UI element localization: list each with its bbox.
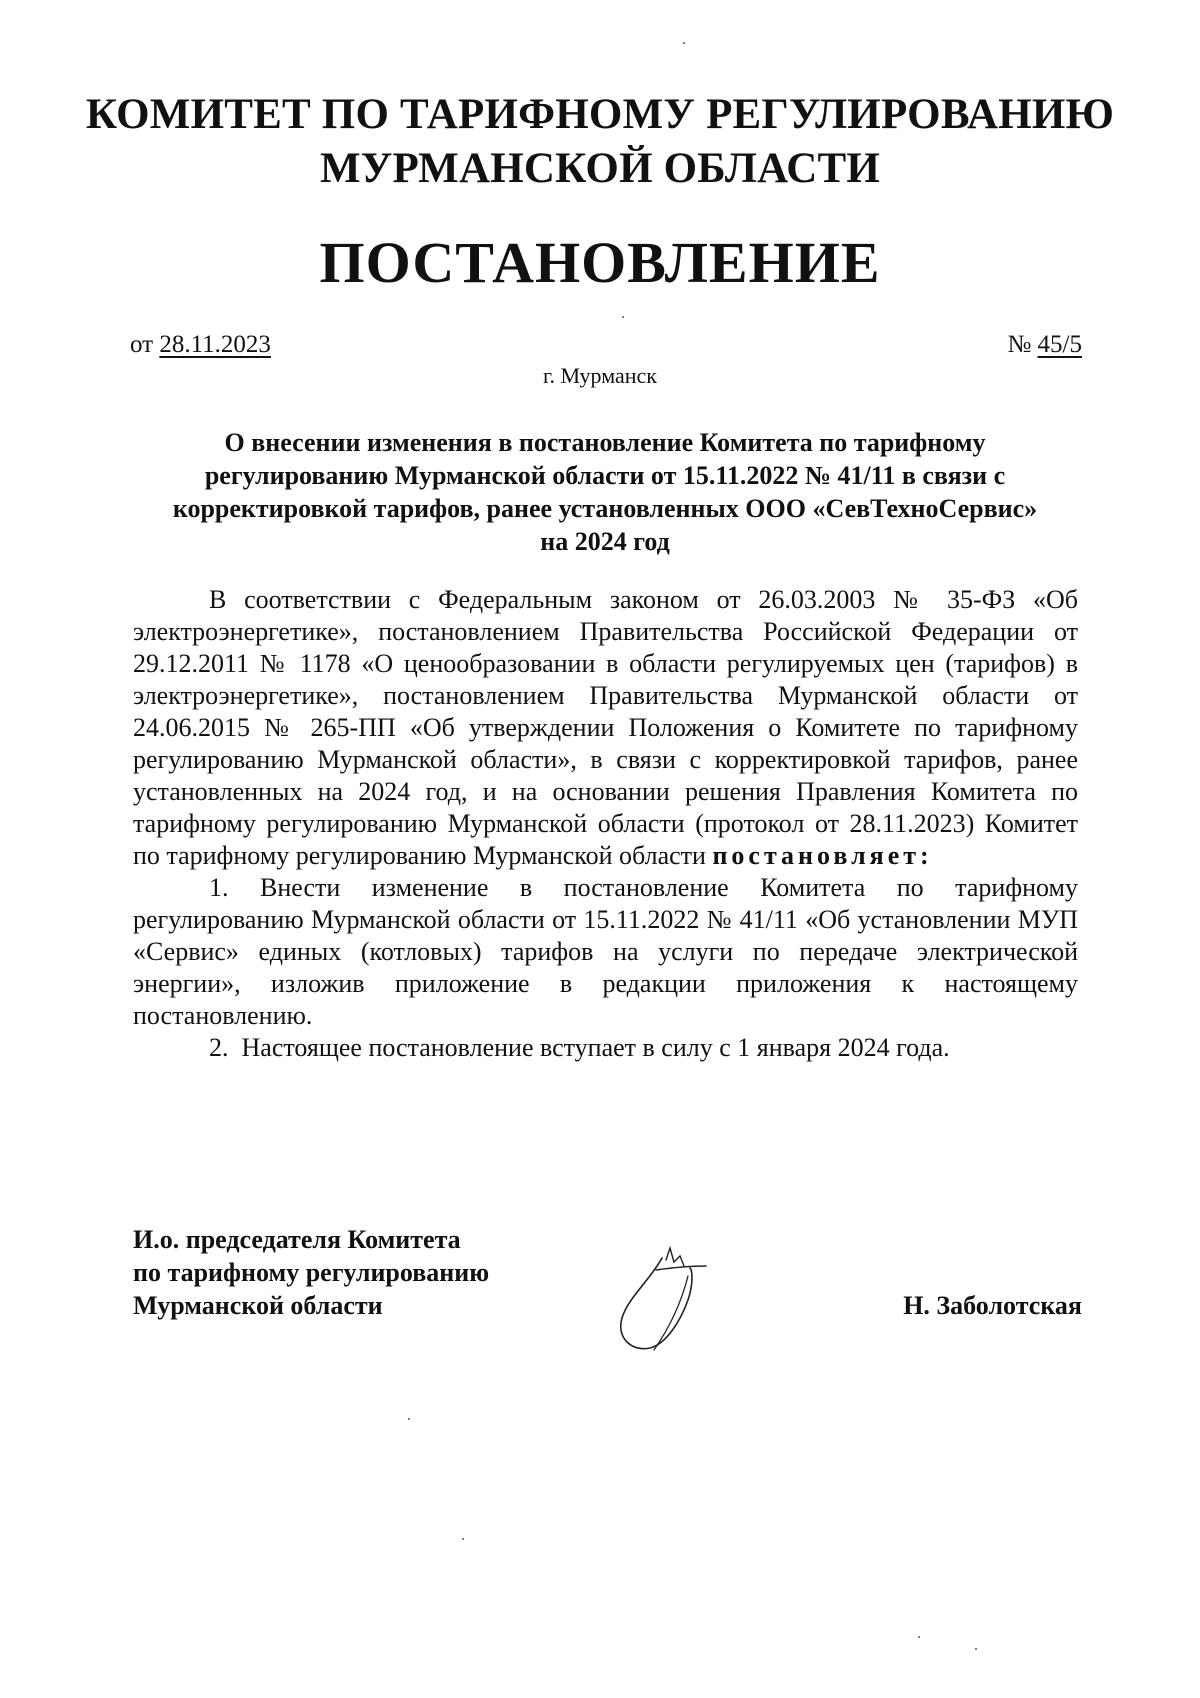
scan-speck (918, 1636, 920, 1638)
item-text: Внести изменение в постановление Комитета по тарифному регулированию Мурманской области от 15.11.2022 № 41/11 «Об установлении МУП «Сервис» единых (котловых) тарифов на услуги по передаче электрической энергии», изложив приложение в редакции приложения к настоящему постановлению. (133, 873, 1079, 1030)
document-number (1007, 330, 1082, 360)
decree-word: постановляет (712, 841, 921, 870)
document-body (133, 584, 1078, 1064)
item-number: 1. (209, 873, 229, 902)
subject-line3: корректировкой тарифов, ранее установленных ООО «СевТехноСервис» (172, 494, 1038, 523)
preamble-paragraph (133, 584, 1078, 872)
document-type: ПОСТАНОВЛЕНИЕ (319, 230, 881, 295)
signatory-title-line1: И.о. председателя Комитета (133, 1225, 461, 1254)
list-item (133, 1032, 1078, 1064)
organization-title-line1: КОМИТЕТ ПО ТАРИФНОМУ РЕГУЛИРОВАНИЮ (85, 91, 1115, 138)
item-text: Настоящее постановление вступает в силу с 1 января 2024 года. (241, 1033, 950, 1062)
date-prefix: от (130, 331, 160, 358)
scan-speck (683, 42, 685, 44)
subject-line2: регулированию Мурманской области от 15.11.2022 № 41/11 в связи с (204, 461, 1006, 490)
document-date (130, 330, 271, 360)
document-subject (130, 426, 1080, 558)
organization-title (0, 88, 1200, 196)
scan-speck (462, 1538, 464, 1540)
number-value: 45/5 (1037, 331, 1082, 358)
signatory-title-line2: по тарифному регулированию (133, 1258, 490, 1287)
subject-line4: на 2024 год (540, 527, 670, 556)
scan-speck (622, 316, 624, 318)
document-city: г. Мурманск (543, 363, 657, 388)
signatory-title-line3: Мурманской области (133, 1291, 383, 1320)
item-number: 2. (209, 1033, 229, 1062)
signatory-name: Н. Заболотская (903, 1291, 1082, 1320)
date-value: 28.11.2023 (159, 331, 271, 358)
list-item (133, 872, 1078, 1032)
decree-colon: : (920, 841, 933, 870)
subject-line1: О внесении изменения в постановление Комитета по тарифному (224, 428, 986, 457)
number-prefix: № (1007, 331, 1038, 358)
scan-speck (975, 1648, 977, 1650)
preamble-text: В соответствии с Федеральным законом от 26.03.2003 № 35-ФЗ «Об электроэнергетике», постановлением Правительства Российской Федерации от 29.12.2011 № 1178 «О ценообразовании в области регулируемых цен (тарифов) в электроэнергетике», постановлением Правительства Мурманской области от 24.06.2015 № 265-ПП «Об утверждении Положения о Комитете по тарифному регулированию Мурманской области», в связи с корректировкой тарифов, ранее установленных на 2024 год, и на основании решения Правления Комитета по тарифному регулированию Мурманской области (протокол от 28.11.2023) Комитет по тарифному регулированию Мурманской области (133, 585, 1078, 870)
scan-speck (408, 1418, 410, 1420)
handwritten-signature (610, 1240, 730, 1360)
organization-title-line2: МУРМАНСКОЙ ОБЛАСТИ (319, 145, 881, 192)
signatory-title (133, 1223, 593, 1322)
